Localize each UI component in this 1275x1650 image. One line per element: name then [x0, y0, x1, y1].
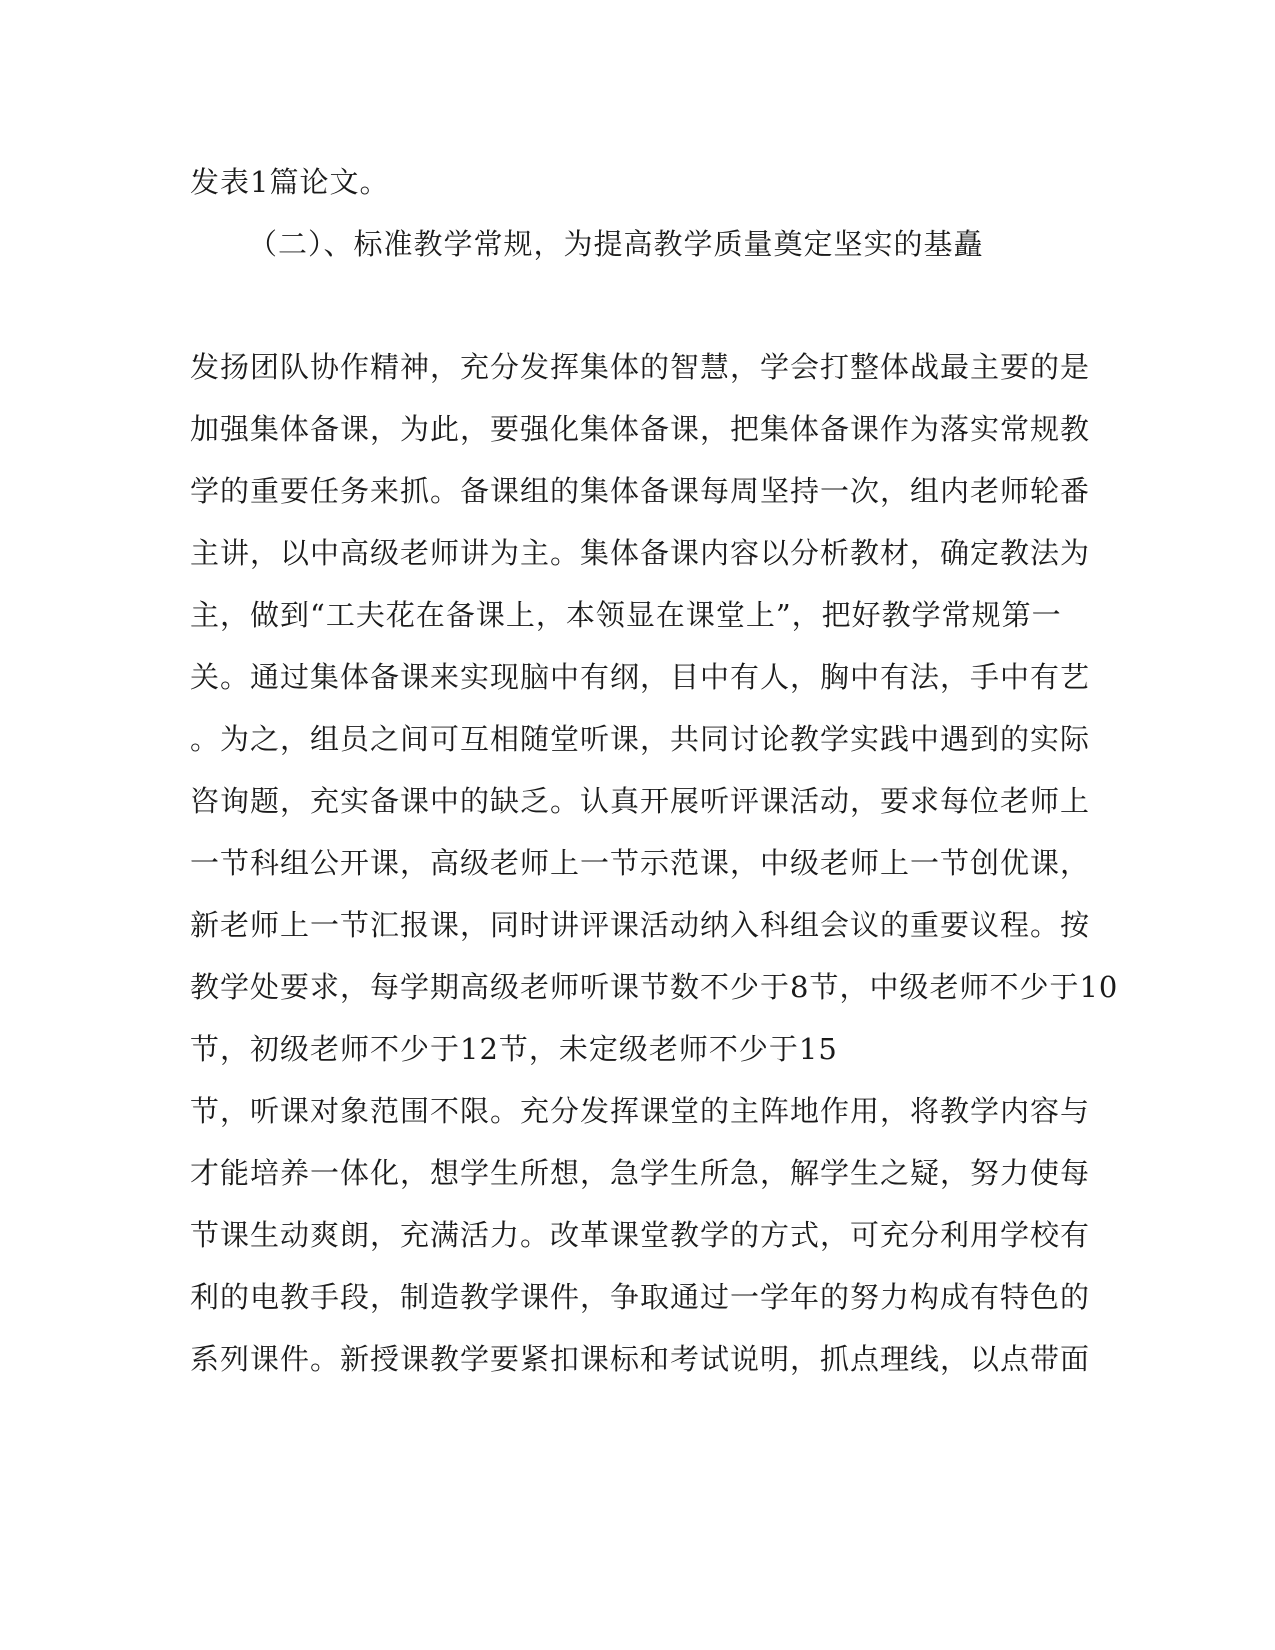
text-line: 新老师上一节汇报课，同时讲评课活动纳入科组会议的重要议程。按: [190, 908, 1091, 942]
text-line: 关。通过集体备课来实现脑中有纲，目中有人，胸中有法，手中有艺: [190, 660, 1091, 694]
text-line: 系列课件。新授课教学要紧扣课标和考试说明，抓点理线，以点带面: [190, 1342, 1091, 1376]
text-line: 发表1篇论文。: [190, 165, 390, 199]
text-line: 教学处要求，每学期高级老师听课节数不少于8节，中级老师不少于10: [190, 970, 1119, 1004]
text-line: 节课生动爽朗，充满活力。改革课堂教学的方式，可充分利用学校有: [190, 1218, 1091, 1252]
text-line: 一节科组公开课，高级老师上一节示范课，中级老师上一节创优课，: [190, 846, 1091, 880]
text-line: 才能培养一体化，想学生所想，急学生所急，解学生之疑，努力使每: [190, 1156, 1091, 1190]
text-line: 节，初级老师不少于12节，未定级老师不少于15: [190, 1032, 838, 1066]
text-line: 节，听课对象范围不限。充分发挥课堂的主阵地作用，将教学内容与: [190, 1094, 1091, 1128]
text-line: 。为之，组员之间可互相随堂听课，共同讨论教学实践中遇到的实际: [190, 722, 1091, 756]
text-line: 学的重要任务来抓。备课组的集体备课每周坚持一次，组内老师轮番: [190, 474, 1091, 508]
text-line: 咨询题，充实备课中的缺乏。认真开展听评课活动，要求每位老师上: [190, 784, 1091, 818]
text-line: 发扬团队协作精神，充分发挥集体的智慧，学会打整体战最主要的是: [190, 350, 1091, 384]
section-heading: （二）、标准教学常规，为提高教学质量奠定坚实的基矗: [248, 227, 984, 261]
text-line: 主讲，以中高级老师讲为主。集体备课内容以分析教材，确定教法为: [190, 536, 1091, 570]
text-line: 加强集体备课，为此，要强化集体备课，把集体备课作为落实常规教: [190, 412, 1091, 446]
text-line: 主，做到“工夫花在备课上，本领显在课堂上”，把好教学常规第一: [190, 598, 1062, 632]
text-line: 利的电教手段，制造教学课件，争取通过一学年的努力构成有特色的: [190, 1280, 1091, 1314]
